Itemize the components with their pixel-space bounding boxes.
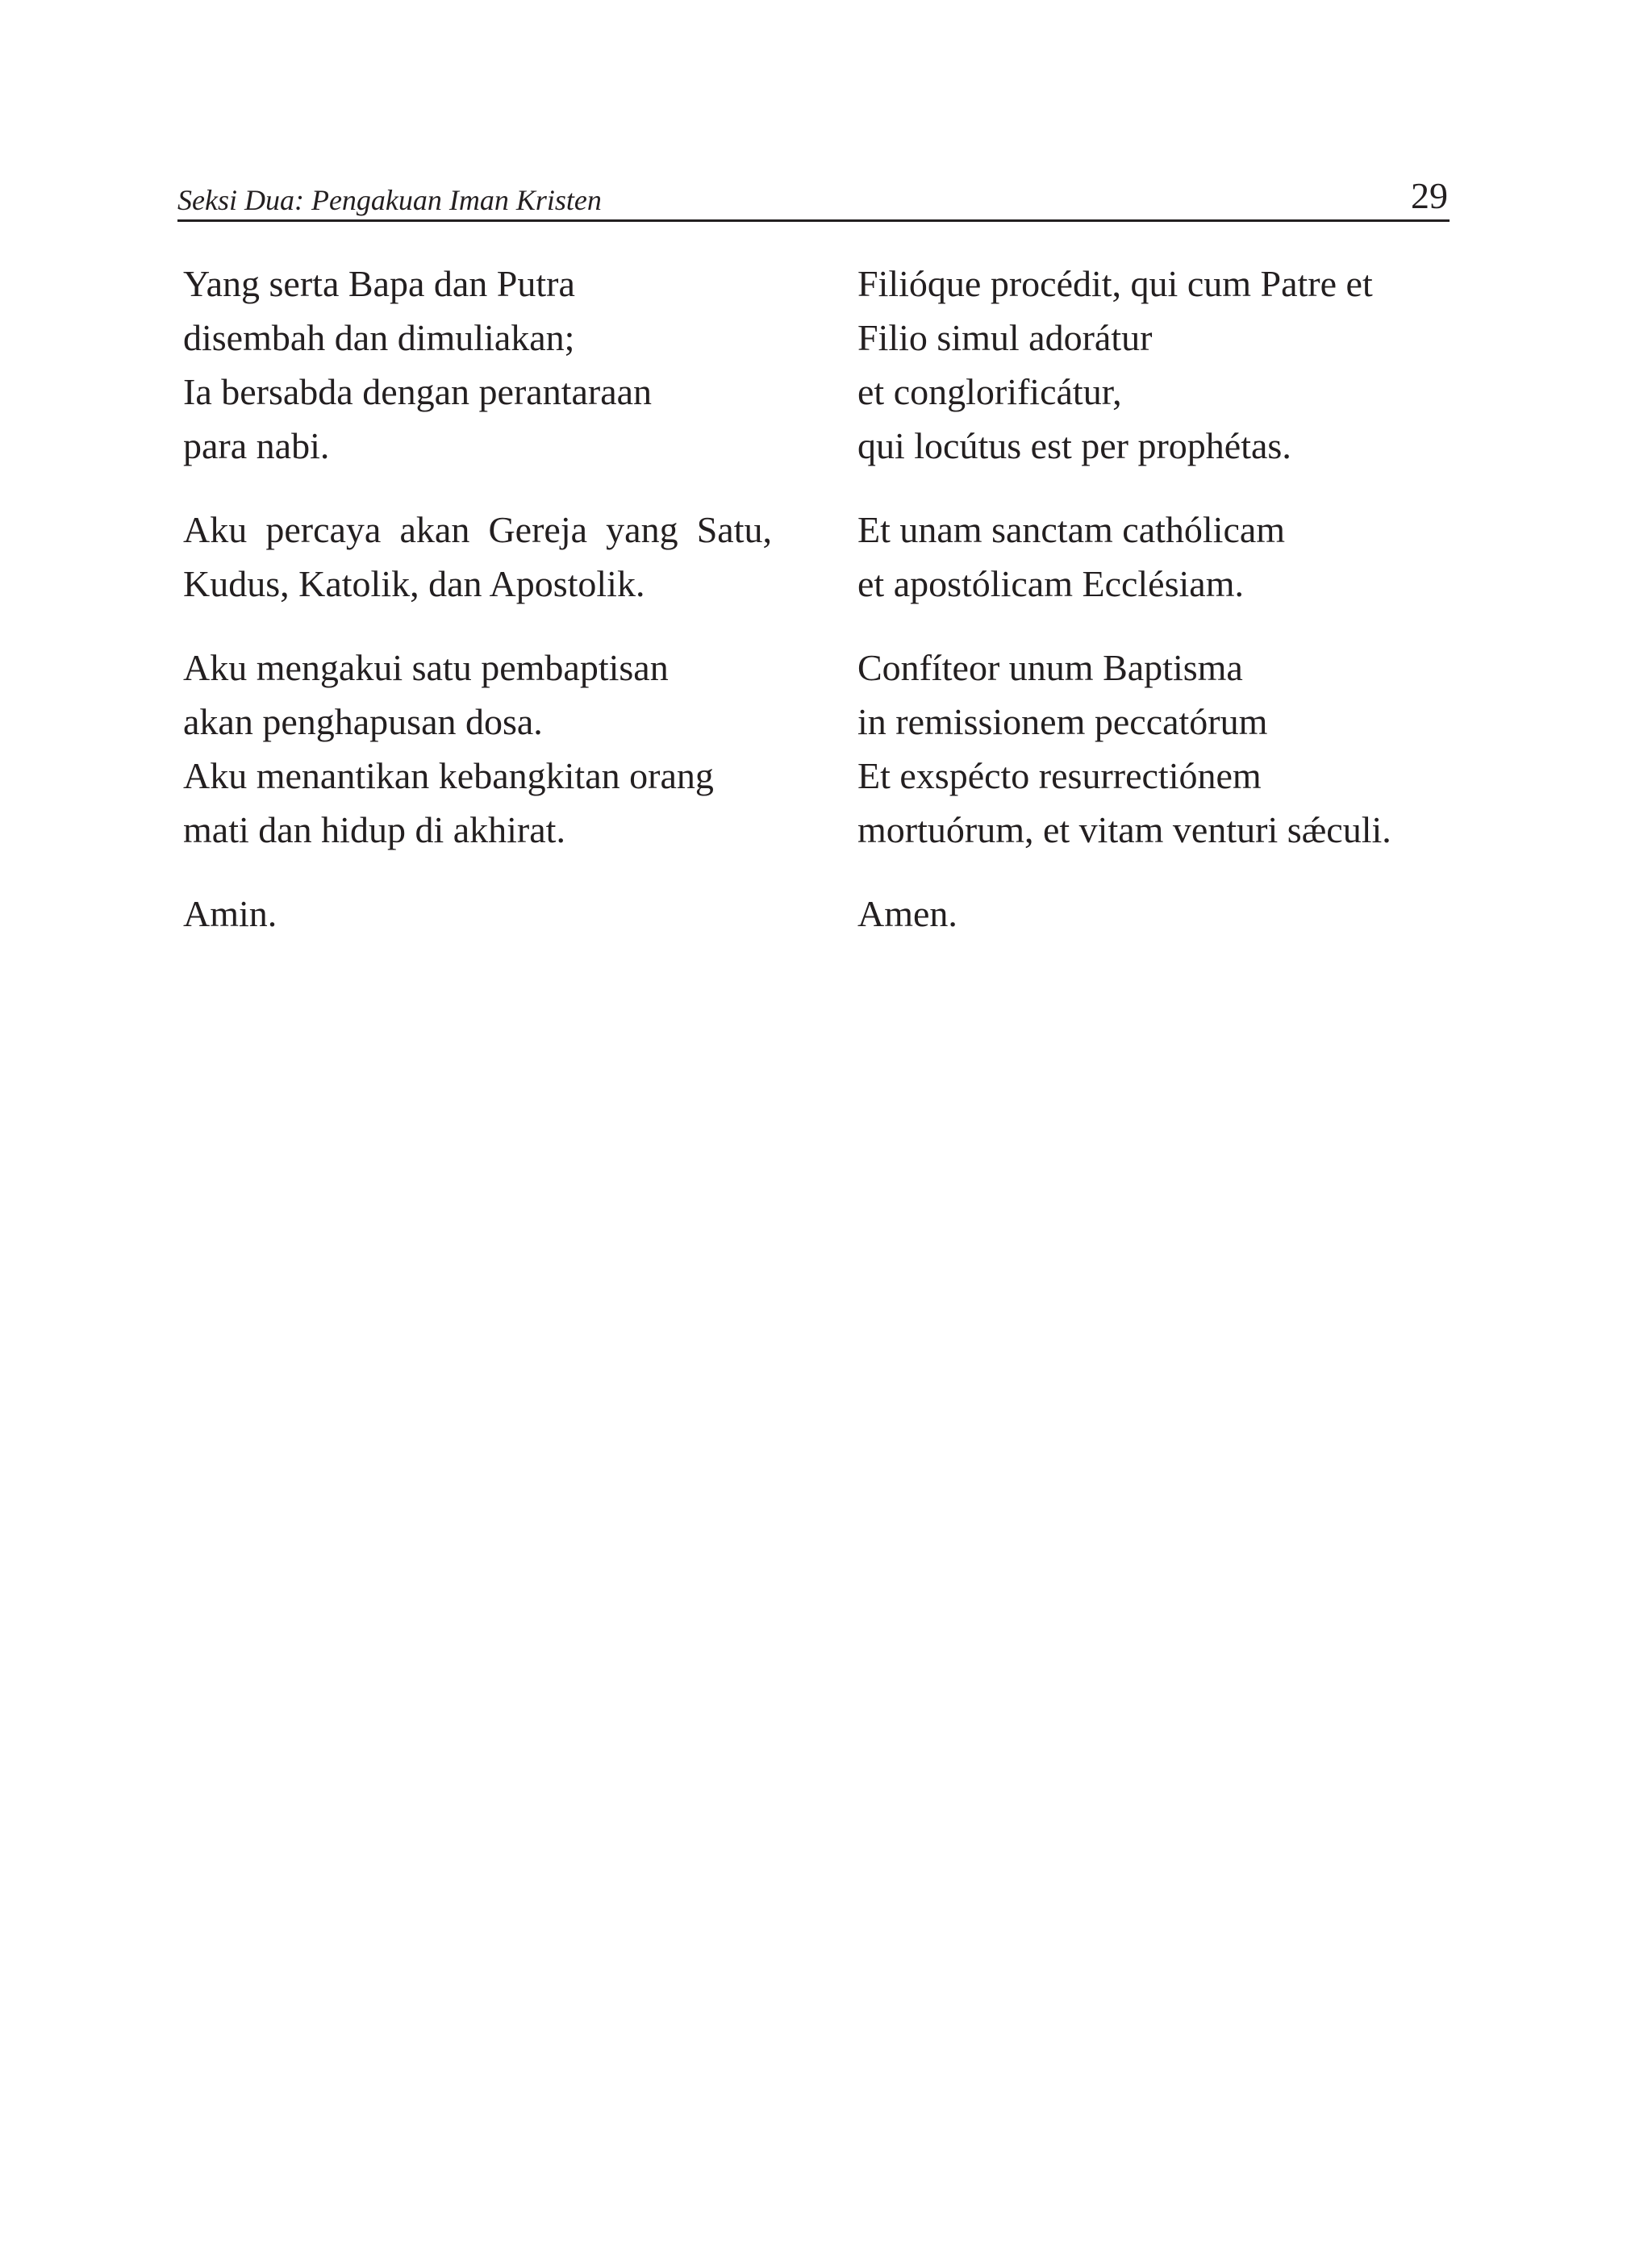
text-line: Amen. [857, 893, 957, 934]
text-line: Yang serta Bapa dan Putra [183, 263, 575, 304]
running-head [177, 173, 1450, 222]
text-line: para nabi. [183, 425, 330, 466]
stanza [183, 641, 772, 857]
stanza [183, 257, 772, 473]
stanza [183, 503, 772, 611]
text-line: mati dan hidup di akhirat. [183, 809, 565, 850]
text-line: Amin. [183, 893, 277, 934]
text-line: Filióque procédit, qui cum Patre et [857, 263, 1373, 304]
text-line: mortuórum, et vitam venturi sǽculi. [857, 809, 1391, 850]
text-line: akan penghapusan dosa. [183, 701, 543, 742]
text-line: et conglorificátur, [857, 371, 1122, 412]
latin-text-column [857, 257, 1454, 971]
running-title: Seksi Dua: Pengakuan Iman Kristen [177, 184, 602, 216]
indonesian-text-column [183, 257, 772, 971]
text-line: qui locútus est per prophétas. [857, 425, 1291, 466]
text-line: Aku mengakui satu pembaptisan [183, 647, 669, 688]
stanza [183, 887, 772, 941]
stanza [857, 887, 1454, 941]
text-line: Aku percaya akan Gereja yang Satu, [183, 509, 772, 550]
text-line: Aku menantikan kebangkitan orang [183, 755, 714, 796]
text-line: in remissionem peccatórum [857, 701, 1268, 742]
stanza [857, 503, 1454, 611]
text-line: Ia bersabda dengan perantaraan [183, 371, 653, 412]
text-line: et apostólicam Ecclésiam. [857, 563, 1244, 604]
text-line: Kudus, Katolik, dan Apostolik. [183, 563, 645, 604]
text-line: Et exspécto resurrectiónem [857, 755, 1262, 796]
text-line: disembah dan dimuliakan; [183, 317, 575, 358]
stanza [857, 257, 1454, 473]
text-line: Et unam sanctam cathólicam [857, 509, 1286, 550]
page-number: 29 [1411, 175, 1448, 216]
text-line: Filio simul adorátur [857, 317, 1153, 358]
text-line: Confíteor unum Baptisma [857, 647, 1243, 688]
stanza [857, 641, 1454, 857]
